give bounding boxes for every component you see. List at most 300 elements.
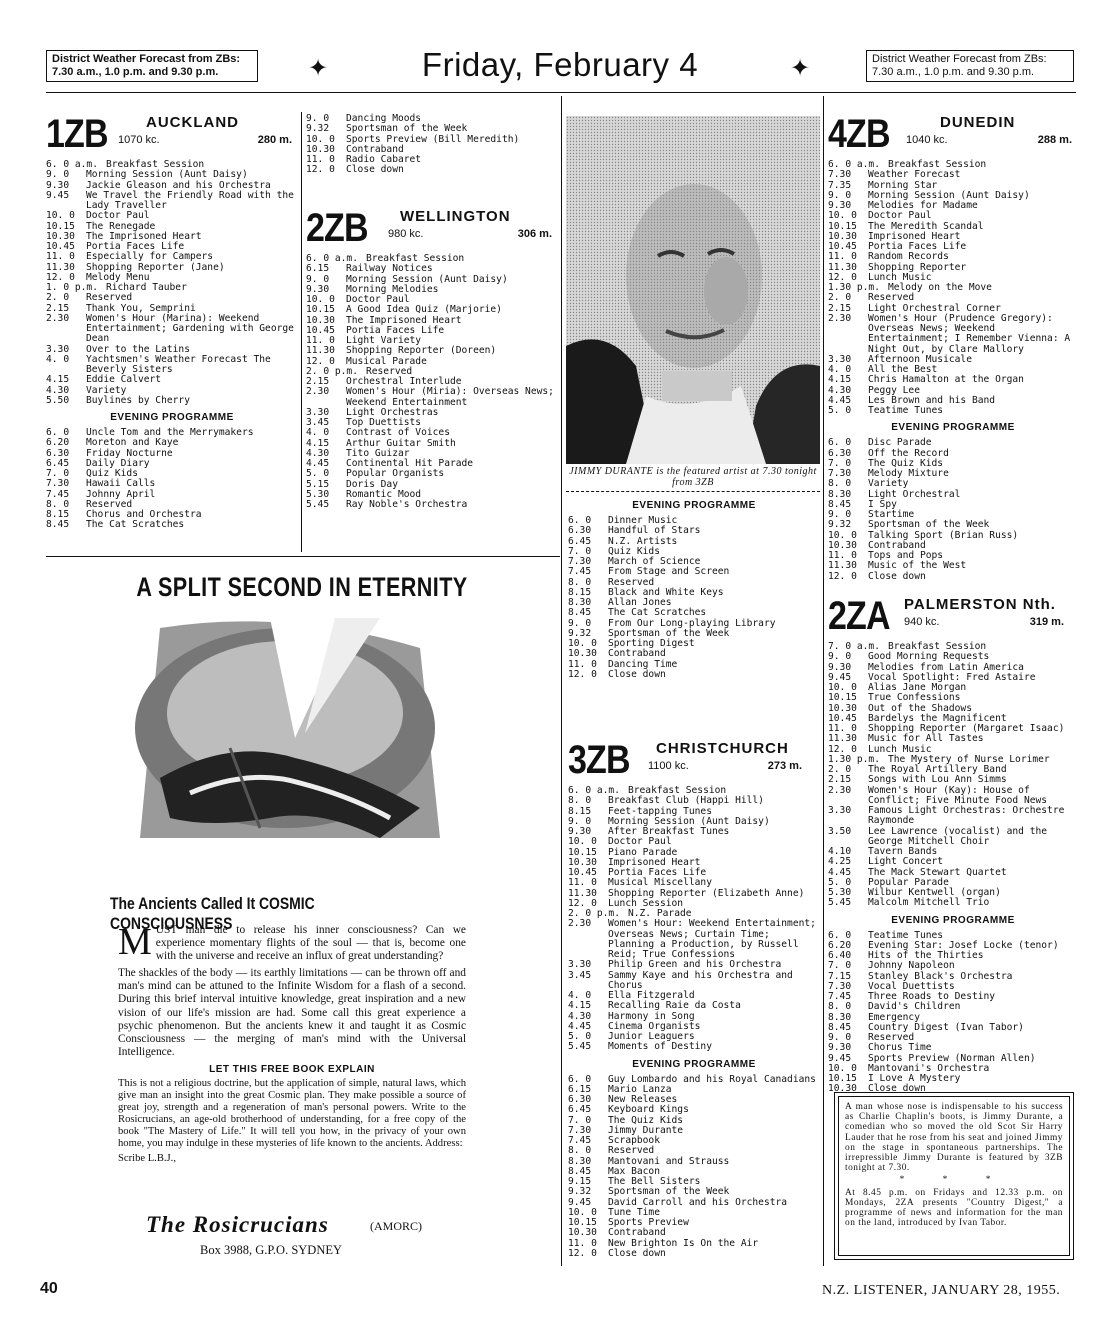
programme-time: 2. 0 p.m. (306, 365, 358, 377)
weather-notice-left: District Weather Forecast from ZBs: 7.30 a.m., 1.0 p.m. and 9.30 p.m. (46, 50, 258, 82)
programme-row (568, 1085, 820, 1095)
programme-time: 6.20 (828, 939, 852, 951)
programme-title: Weather Forecast (868, 169, 961, 181)
station-header (828, 112, 1078, 160)
programme-title: Light Variety (346, 335, 422, 346)
programme-time: 6.15 (568, 1083, 592, 1095)
station-header (568, 738, 820, 786)
programme-time: 10.30 (828, 1083, 857, 1095)
programme-time: 11. 0 (828, 251, 857, 263)
programme-title: Imprisoned Heart (868, 230, 961, 242)
programme-row (568, 649, 820, 659)
programme-time: 9. 0 (568, 617, 592, 629)
programme-time: 4.45 (306, 458, 330, 469)
programme-time: 9.15 (568, 1176, 592, 1187)
programme-time: 4. 0 (828, 364, 852, 375)
programme-time: 10. 0 (828, 210, 857, 222)
programme-time: 7. 0 (568, 545, 592, 557)
programme-title: New Releases (608, 1094, 678, 1105)
programme-time: 2. 0 (828, 764, 852, 775)
programme-time: 9. 0 (568, 815, 592, 827)
evening-list (568, 516, 820, 680)
programme-row (568, 1146, 820, 1156)
programme-title: From Stage and Screen (608, 566, 730, 578)
programme-title: Close down (608, 1247, 666, 1259)
programme-list (306, 254, 558, 510)
station-wavelength: 280 m. (257, 134, 292, 146)
programme-title: I Spy (868, 498, 897, 510)
programme-time: 6. 0 (46, 427, 70, 438)
station-code: 1ZB (46, 112, 108, 156)
programme-row (828, 561, 1078, 571)
programme-time: 5.30 (306, 488, 330, 500)
programme-row (568, 827, 820, 837)
programme-time: 11. 0 (568, 1237, 597, 1249)
programme-time: 8. 0 (568, 1145, 592, 1157)
programme-title: Tune Time (608, 1206, 660, 1218)
programme-title: Dinner Music (608, 515, 678, 526)
programme-row (828, 1002, 1078, 1012)
programme-row (568, 1001, 820, 1011)
programme-row (828, 652, 1078, 662)
programme-time: 7.30 (828, 169, 852, 181)
programme-row (306, 500, 558, 510)
programme-title: Scrapbook (608, 1135, 660, 1146)
programme-title: Dancing Moods (346, 113, 422, 124)
programme-row (46, 375, 298, 385)
programme-title: David Carroll and his Orchestra (608, 1196, 788, 1208)
page-number: 40 (40, 1280, 58, 1297)
programme-title: Ray Noble's Orchestra (346, 499, 468, 510)
programme-title: Sports Preview (608, 1217, 689, 1228)
programme-row (828, 531, 1078, 541)
programme-row (568, 1105, 820, 1115)
programme-time: 12. 0 (828, 743, 857, 755)
programme-title: Uncle Tom and the Merrymakers (86, 427, 254, 438)
programme-title: Mantovani's Orchestra (868, 1062, 990, 1074)
programme-time: 2.15 (828, 302, 852, 314)
programme-title: The Royal Artillery Band (868, 764, 1007, 775)
programme-time: 10. 0 (568, 836, 597, 848)
programme-title: Daily Diary (86, 457, 150, 469)
scribe-line: Scribe L.B.J., (118, 1153, 176, 1165)
evening-list (568, 1075, 820, 1260)
programme-title: Chris Hamalton at the Organ (868, 374, 1024, 386)
programme-time: 2. 0 (46, 292, 70, 304)
programme-title: Moreton and Kaye (86, 437, 179, 449)
programme-time: 11.30 (306, 345, 335, 357)
programme-row (568, 537, 820, 547)
programme-row (568, 1208, 820, 1218)
programme-title: The Imprisoned Heart (346, 314, 462, 326)
page-date: Friday, February 4 (421, 46, 699, 83)
programme-time: 9.32 (568, 1186, 592, 1198)
programme-title: Three Roads to Destiny (868, 991, 996, 1002)
programme-time: 6.20 (46, 437, 70, 449)
programme-title: Women's Hour (Marina): Weekend Entertainment; Gardening with George Dean (86, 312, 294, 345)
programme-title: Over to the Latins (86, 343, 190, 355)
programme-time: 12. 0 (568, 1247, 597, 1259)
programme-title: Malcolm Mitchell Trio (868, 897, 990, 909)
programme-row (828, 868, 1078, 878)
programme-title: Women's Hour (Prudence Gregory): Overseas News; Weekend Entertainment; I Remember Vienna: A Night Out, by Clare Mallory (868, 312, 1071, 355)
programme-title: Variety (86, 384, 127, 396)
station-frequency: 1070 kc. (118, 134, 160, 146)
programme-time: 10.45 (568, 867, 597, 878)
programme-time: 9.30 (306, 283, 330, 295)
note-separator: * * * (899, 1175, 1009, 1186)
programme-title: Sportsman of the Week (608, 627, 730, 639)
programme-title: Tito Guizar (346, 447, 410, 459)
programme-title: Famous Light Orchestras: Orchestre Raymonde (868, 805, 1065, 827)
programme-title: Reserved (365, 365, 413, 377)
programme-time: 8. 0 (828, 478, 852, 490)
advert-body (118, 921, 466, 1165)
programme-title: Close down (346, 164, 404, 176)
programme-title: Chorus and Orchestra (86, 509, 202, 520)
programme-time: 9.32 (568, 627, 592, 639)
programme-row (46, 459, 298, 469)
programme-time: 4.10 (828, 846, 852, 857)
programme-title: Cinema Organists (608, 1020, 701, 1032)
programme-time: 1.30 p.m. (828, 282, 880, 293)
programme-time: 12. 0 (828, 570, 857, 582)
programme-time: 10. 0 (306, 294, 335, 305)
programme-row (568, 588, 820, 598)
advert-paragraph-2: The shackles of the body — its earthly limitations — can be thrown off and man's mind can be attuned to the Infinite Wisdom for a flash of a second. During this brief interval intuitive knowledge, great inspiration and a new vision of our life's mission are had. Some call this great experience a psychic phenomenon. But the ancients knew it and taught it as Cosmic Consciousness — the merging of man's mind with the Universal Intelligence. (118, 967, 466, 1058)
offer-heading: LET THIS FREE BOOK EXPLAIN (209, 1063, 375, 1075)
station-wavelength: 288 m. (1037, 134, 1072, 146)
programme-time: 6. 0 a.m. (306, 253, 358, 264)
programme-row (46, 396, 298, 406)
programme-time: 2.30 (46, 312, 70, 324)
programme-title: Contrast of Voices (346, 427, 450, 439)
programme-row (46, 211, 298, 221)
programme-title: Sportsman of the Week (868, 519, 990, 531)
advert-title: A SPLIT SECOND IN ETERNITY (136, 572, 468, 602)
programme-title: Doctor Paul (86, 210, 150, 222)
programme-row (568, 837, 820, 847)
programme-row (828, 263, 1078, 273)
programme-row (828, 898, 1078, 908)
programme-time: 4.15 (828, 374, 852, 386)
programme-row (568, 971, 820, 992)
programme-list (306, 114, 558, 176)
programme-title: Arthur Guitar Smith (346, 437, 456, 449)
station-wellington (306, 206, 558, 510)
programme-time: 8.45 (568, 607, 592, 619)
wellington-evening (568, 500, 820, 680)
programme-row (46, 479, 298, 489)
programme-title: Musical Parade (346, 355, 427, 367)
programme-time: 11. 0 (828, 723, 857, 734)
programme-title: N.Z. Parade (627, 908, 692, 919)
station-christchurch (568, 738, 820, 1259)
programme-time: 4. 0 (568, 990, 592, 1001)
programme-time: 6.15 (306, 263, 330, 275)
programme-time: 9. 0 (46, 169, 70, 181)
programme-row (568, 1187, 820, 1197)
programme-row (46, 252, 298, 262)
programme-title: Philip Green and his Orchestra (608, 959, 782, 971)
programme-title: Peggy Lee (868, 384, 920, 396)
programme-title: Alias Jane Morgan (868, 682, 967, 693)
programme-time: 7. 0 (828, 457, 852, 469)
programme-time: 9.30 (828, 661, 852, 673)
programme-time: 9.30 (828, 200, 852, 211)
programme-time: 8. 0 (828, 1001, 852, 1013)
station-frequency: 980 kc. (388, 228, 424, 240)
programme-row (306, 165, 558, 175)
programme-row (46, 263, 298, 273)
programme-time: 6.30 (568, 1094, 592, 1105)
diamond-ornament-right: ✦ (790, 54, 811, 82)
programme-title: I Love A Mystery (868, 1073, 961, 1084)
programme-time: 2. 0 (828, 292, 852, 304)
programme-title: A Good Idea Quiz (Marjorie) (346, 304, 502, 316)
programme-title: The Cat Scratches (608, 607, 707, 619)
rosicrucians-logotype: The Rosicrucians (146, 1212, 329, 1237)
programme-row (568, 796, 820, 806)
programme-time: 9.32 (828, 519, 852, 531)
programme-row (828, 479, 1078, 489)
programme-row (46, 170, 298, 180)
programme-row (568, 608, 820, 618)
programme-row (828, 170, 1078, 180)
programme-time: 4.30 (46, 384, 70, 396)
programme-row (568, 660, 820, 670)
programme-row (46, 490, 298, 500)
programme-title: Lunch Session (608, 897, 684, 909)
programme-row (306, 124, 558, 134)
programme-row (828, 775, 1078, 785)
programme-title: Contraband (608, 648, 666, 660)
programme-row (828, 490, 1078, 500)
programme-row (306, 346, 558, 356)
programme-title: Reserved (868, 292, 915, 304)
programme-title: Close down (608, 668, 666, 680)
programme-time: 10.15 (568, 846, 597, 858)
station-city: CHRISTCHURCH (656, 740, 789, 757)
station-code: 2ZA (828, 594, 890, 638)
programme-title: Variety (868, 478, 909, 490)
programme-time: 5.45 (568, 1041, 592, 1053)
programme-title: Music of the West (868, 560, 967, 572)
programme-time: 7.45 (828, 991, 852, 1002)
programme-time: 2.30 (828, 784, 852, 796)
programme-time: 6.45 (568, 1104, 592, 1116)
programme-time: 2.30 (828, 312, 852, 324)
programme-row (306, 428, 558, 438)
programme-title: Jackie Gleason and his Orchestra (86, 179, 271, 191)
station-city: WELLINGTON (400, 208, 511, 225)
station-city: PALMERSTON Nth. (904, 596, 1056, 613)
programme-title: Tops and Pops (868, 550, 944, 561)
programme-title: Popular Organists (346, 468, 445, 480)
programme-title: Jimmy Durante (608, 1124, 684, 1136)
programme-title: Sammy Kaye and his Orchestra and Chorus (608, 969, 793, 991)
programme-time: 10.30 (828, 230, 857, 242)
programme-title: Startime (868, 509, 915, 520)
programme-time: 10. 0 (46, 210, 75, 222)
programme-time: 3.30 (568, 959, 592, 971)
station-code: 4ZB (828, 112, 890, 156)
programme-time: 10.30 (568, 856, 597, 868)
programme-title: From Our Long-playing Library (608, 617, 776, 629)
programme-time: 7.45 (46, 488, 70, 500)
programme-title: Quiz Kids (608, 545, 660, 557)
programme-title: Lunch Music (868, 743, 932, 755)
programme-row (828, 1023, 1078, 1033)
programme-title: Les Brown and his Band (868, 394, 996, 406)
programme-title: The Mack Stewart Quartet (868, 866, 1007, 878)
programme-time: 1. 0 p.m. (46, 282, 98, 293)
programme-title: Breakfast Session (627, 785, 727, 796)
station-auckland (46, 112, 298, 531)
programme-time: 7.30 (568, 1124, 592, 1136)
diamond-ornament-left: ✦ (308, 54, 329, 82)
programme-title: Harmony in Song (608, 1010, 695, 1022)
programme-title: Morning Melodies (346, 283, 439, 295)
programme-row (568, 878, 820, 888)
programme-time: 10.15 (568, 1217, 597, 1228)
programme-time: 7. 0 a.m. (828, 641, 880, 652)
programme-time: 11. 0 (306, 335, 335, 346)
programme-time: 9.30 (828, 1042, 852, 1054)
evening-list (828, 438, 1078, 582)
programme-row (828, 201, 1078, 211)
programme-title: Top Duettists (346, 417, 422, 428)
programme-title: Shopping Reporter (Doreen) (346, 345, 497, 357)
programme-time: 7.35 (828, 179, 852, 191)
programme-row (828, 520, 1078, 530)
note-paragraph-1: A man whose nose is indispensable to his success as Charlie Chaplin's boots, is Jimmy Durante, a comedian who so moved the old Scot Sir Harry Lauder that he rose from his seat and joined Jimmy on the stage in spontaneous partnerships. The irrepressible Jimmy Durante is featured by 3ZB tonight at 7.30. (845, 1102, 1063, 1174)
programme-time: 8.30 (828, 1011, 852, 1023)
programme-title: Women's Hour: Weekend Entertainment; Overseas News; Curtain Time; Planning a Production, by Russell Reid; True Confessions (608, 918, 816, 960)
programme-title: Lunch Music (868, 271, 932, 283)
programme-title: Wilbur Kentwell (organ) (868, 887, 1001, 898)
station-frequency: 940 kc. (904, 616, 940, 628)
programme-time: 7.30 (46, 478, 70, 490)
programme-title: Mantovani and Strauss (608, 1155, 730, 1167)
programme-title: Feet-tapping Tunes (608, 805, 712, 817)
programme-title: Teatime Tunes (868, 929, 944, 941)
programme-title: Reserved (608, 1145, 655, 1157)
programme-time: 11.30 (828, 261, 857, 273)
programme-row (568, 1126, 820, 1136)
programme-title: Vocal Spotlight: Fred Astaire (868, 671, 1036, 683)
programme-title: Portia Faces Life (608, 867, 707, 878)
programme-row (46, 283, 298, 293)
programme-time: 8.30 (568, 597, 592, 608)
programme-time: 10.30 (568, 1227, 597, 1239)
programme-time: 6.45 (568, 535, 592, 547)
programme-row (568, 670, 820, 680)
programme-time: 6. 0 a.m. (46, 159, 98, 170)
programme-row (828, 396, 1078, 406)
programme-row (828, 961, 1078, 971)
station-auckland-late (306, 114, 558, 176)
programme-title: After Breakfast Tunes (608, 826, 730, 837)
column-divider (823, 96, 824, 1266)
programme-time: 4.25 (828, 856, 852, 868)
programme-title: Sportsman of the Week (346, 123, 468, 135)
programme-time: 10.15 (828, 220, 857, 232)
programme-time: 3.45 (306, 417, 330, 428)
programme-time: 5. 0 (568, 1031, 592, 1042)
programme-row (828, 438, 1078, 448)
programme-title: Morning Star (868, 179, 938, 191)
programme-row (828, 541, 1078, 551)
programme-time: 4.15 (46, 374, 70, 386)
evening-list (46, 428, 298, 531)
station-header (306, 206, 558, 254)
programme-row (306, 408, 558, 418)
programme-time: 12. 0 (306, 164, 335, 176)
programme-title: Black and White Keys (608, 586, 724, 598)
programme-title: Tavern Bands (868, 846, 938, 857)
programme-title: Eddie Calvert (86, 374, 162, 386)
programme-title: Reserved (868, 1032, 915, 1043)
header-rule (46, 92, 1076, 93)
programme-time: 8.45 (46, 519, 70, 531)
programme-time: 9. 0 (306, 113, 330, 124)
offer-text: This is not a religious doctrine, but the application of simple, natural laws, which give man an insight into the great Cosmic plan. They make possible a source of great joy, strength and a regeneration of man's personal powers. Write to the Rosicrucians, an age-old brotherhood of understanding, for a free copy of the book "The Mastery of Life." It will tell you how, in the privacy of your own home, you may indulge in these mysteries of life known to the ancients. Address: (118, 1078, 466, 1150)
programme-time: 5. 0 (306, 468, 330, 480)
evening-heading: EVENING PROGRAMME (891, 422, 1015, 434)
programme-title: Afternoon Musicale (868, 353, 972, 365)
programme-title: Johnny April (86, 488, 156, 500)
programme-title: Musical Miscellany (608, 877, 712, 889)
advert-subtitle: The Ancients Called It COSMIC CONSCIOUSNESS (110, 894, 315, 933)
programme-title: Lee Lawrence (vocalist) and the George Mitchell Choir (868, 825, 1048, 847)
programme-title: Light Orchestral (868, 488, 961, 500)
programme-title: Chorus Time (868, 1042, 932, 1054)
programme-time: 6. 0 (568, 1073, 592, 1085)
evening-heading: EVENING PROGRAMME (891, 914, 1015, 926)
station-palmerston (828, 594, 1078, 1095)
programme-row (306, 145, 558, 155)
programme-time: 6. 0 a.m. (828, 159, 880, 170)
programme-row (828, 449, 1078, 459)
programme-time: 3.45 (568, 969, 592, 981)
programme-title: Talking Sport (Brian Russ) (868, 529, 1019, 541)
programme-title: Junior Leaguers (608, 1031, 695, 1042)
programme-title: Breakfast Club (Happi Hill) (608, 795, 764, 807)
programme-row (828, 847, 1078, 857)
programme-time: 6.30 (46, 447, 70, 459)
programme-row (568, 1116, 820, 1126)
programme-time: 9.45 (828, 671, 852, 683)
programme-time: 2.15 (828, 774, 852, 786)
programme-row (828, 242, 1078, 252)
programme-row (828, 1074, 1078, 1084)
programme-title: Thank You, Semprini (86, 302, 196, 314)
programme-time: 11.30 (828, 560, 857, 572)
programme-row (46, 191, 298, 212)
programme-row (46, 520, 298, 530)
programme-row (828, 211, 1078, 221)
programme-title: Breakfast Session (887, 159, 987, 170)
programme-time: 12. 0 (46, 271, 75, 283)
station-header (828, 594, 1078, 642)
programme-title: N.Z. Artists (608, 535, 678, 547)
column-divider (561, 96, 562, 1266)
programme-title: Especially for Campers (86, 251, 214, 263)
advert-address: Box 3988, G.P.O. SYDNEY (200, 1243, 343, 1257)
programme-title: Melodies for Madame (868, 200, 978, 211)
programme-time: 7. 0 (568, 1114, 592, 1126)
